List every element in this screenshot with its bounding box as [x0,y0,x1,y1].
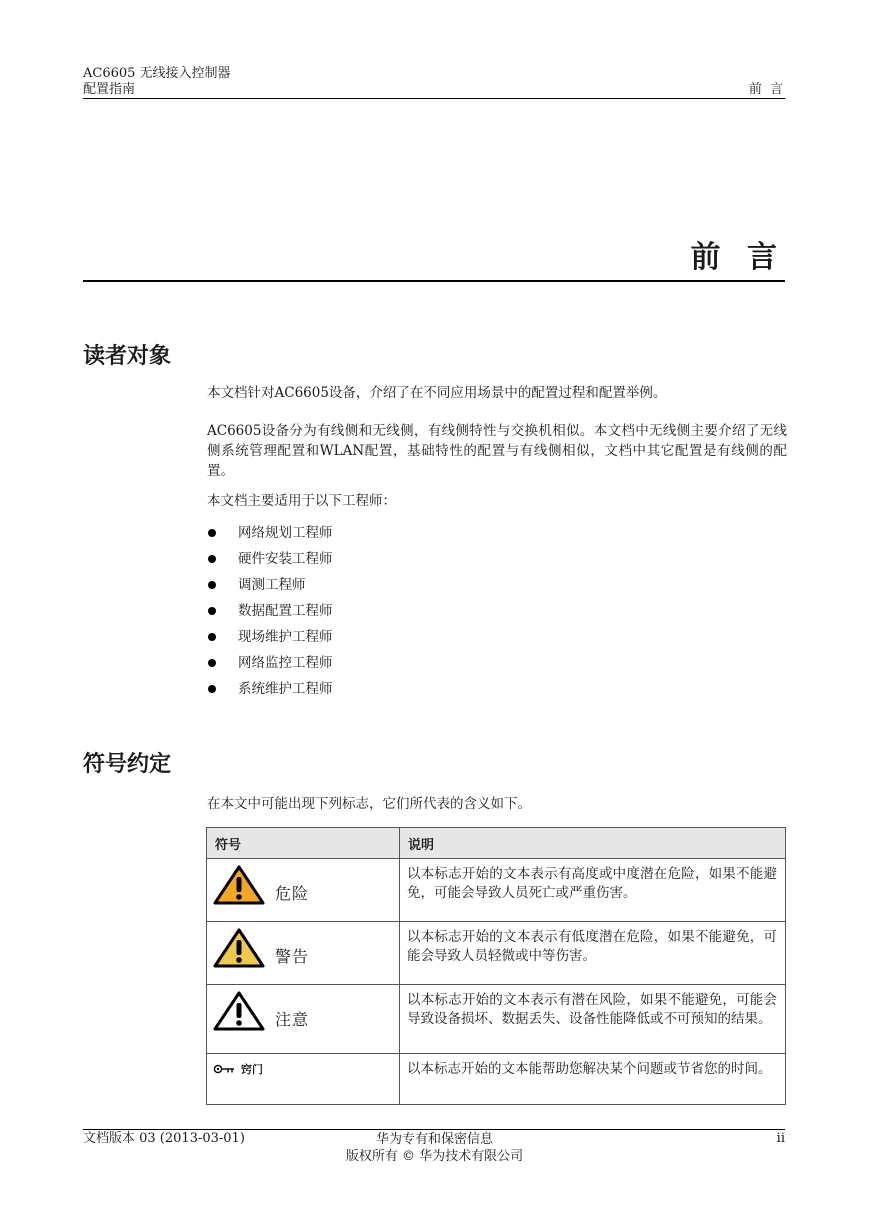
symbol-label-danger: 危险 [275,884,310,903]
symbol-label-caution: 注意 [275,1010,310,1029]
bullet-dot-icon [208,581,216,589]
column-header-symbol: 符号 [207,828,400,859]
footer-copyright: 版权所有 © 华为技术有限公司 [345,1149,524,1164]
bullet-dot-icon [208,555,216,563]
conventions-heading: 符号约定 [83,752,172,777]
list-item: 调测工程师 [207,572,333,598]
caution-triangle-icon [213,991,265,1031]
header-section: 前 言 [748,82,785,97]
footer-version: 文档版本 03 (2013-03-01) [83,1131,245,1146]
symbol-desc-danger: 以本标志开始的文本表示有高度或中度潜在危险，如果不能避免，可能会导致人员死亡或严重伤害。 [400,859,786,922]
symbol-desc-caution: 以本标志开始的文本表示有潜在风险，如果不能避免，可能会导致设备损坏、数据丢失、设备性能降低或不可预知的结果。 [400,985,786,1054]
audience-heading: 读者对象 [83,344,172,369]
table-row [207,1054,786,1105]
list-item: 网络监控工程师 [207,650,333,676]
bullet-dot-icon [208,659,216,667]
symbol-label-tip: 窍门 [241,1063,263,1076]
title-rule [83,280,785,282]
conventions-intro: 在本文中可能出现下列标志，它们所代表的含义如下。 [207,796,531,812]
list-item: 硬件安装工程师 [207,546,333,572]
footer-rule [83,1129,785,1130]
symbol-desc-tip: 以本标志开始的文本能帮助您解决某个问题或节省您的时间。 [400,1054,786,1105]
footer-page-number: ii [776,1131,785,1146]
warning-triangle-icon [213,928,265,968]
header-guide: 配置指南 [83,82,136,97]
footer-center [0,1131,869,1165]
symbol-table [206,827,786,1105]
page-title: 前 言 [690,240,785,275]
bullet-dot-icon [208,685,216,693]
header-product: AC6605 无线接入控制器 [83,66,231,81]
audience-para-2: AC6605设备分为有线侧和无线侧，有线侧特性与交换机相似。本文档中无线侧主要介绍了无线侧系统管理配置和WLAN配置，基础特性的配置与有线侧相似，文档中其它配置是有线侧的配置。 [207,423,787,479]
bullet-dot-icon [208,529,216,537]
danger-triangle-icon [213,865,265,905]
role-list [207,520,333,702]
symbol-label-warning: 警告 [275,947,310,966]
symbol-desc-warning: 以本标志开始的文本表示有低度潜在危险，如果不能避免，可能会导致人员轻微或中等伤害。 [400,922,786,985]
table-row [207,985,786,1054]
list-item: 网络规划工程师 [207,520,333,546]
table-header-row [207,828,786,859]
header-rule [83,98,785,99]
bullet-dot-icon [208,607,216,615]
audience-para-3: 本文档主要适用于以下工程师： [207,493,396,509]
footer-confidential: 华为专有和保密信息 [375,1132,493,1147]
table-row [207,859,786,922]
key-icon [213,1064,235,1074]
list-item: 现场维护工程师 [207,624,333,650]
list-item: 系统维护工程师 [207,676,333,702]
column-header-description: 说明 [400,828,786,859]
audience-para-1: 本文档针对AC6605设备，介绍了在不同应用场景中的配置过程和配置举例。 [207,385,667,401]
bullet-dot-icon [208,633,216,641]
list-item: 数据配置工程师 [207,598,333,624]
table-row [207,922,786,985]
running-header-left [83,66,231,98]
